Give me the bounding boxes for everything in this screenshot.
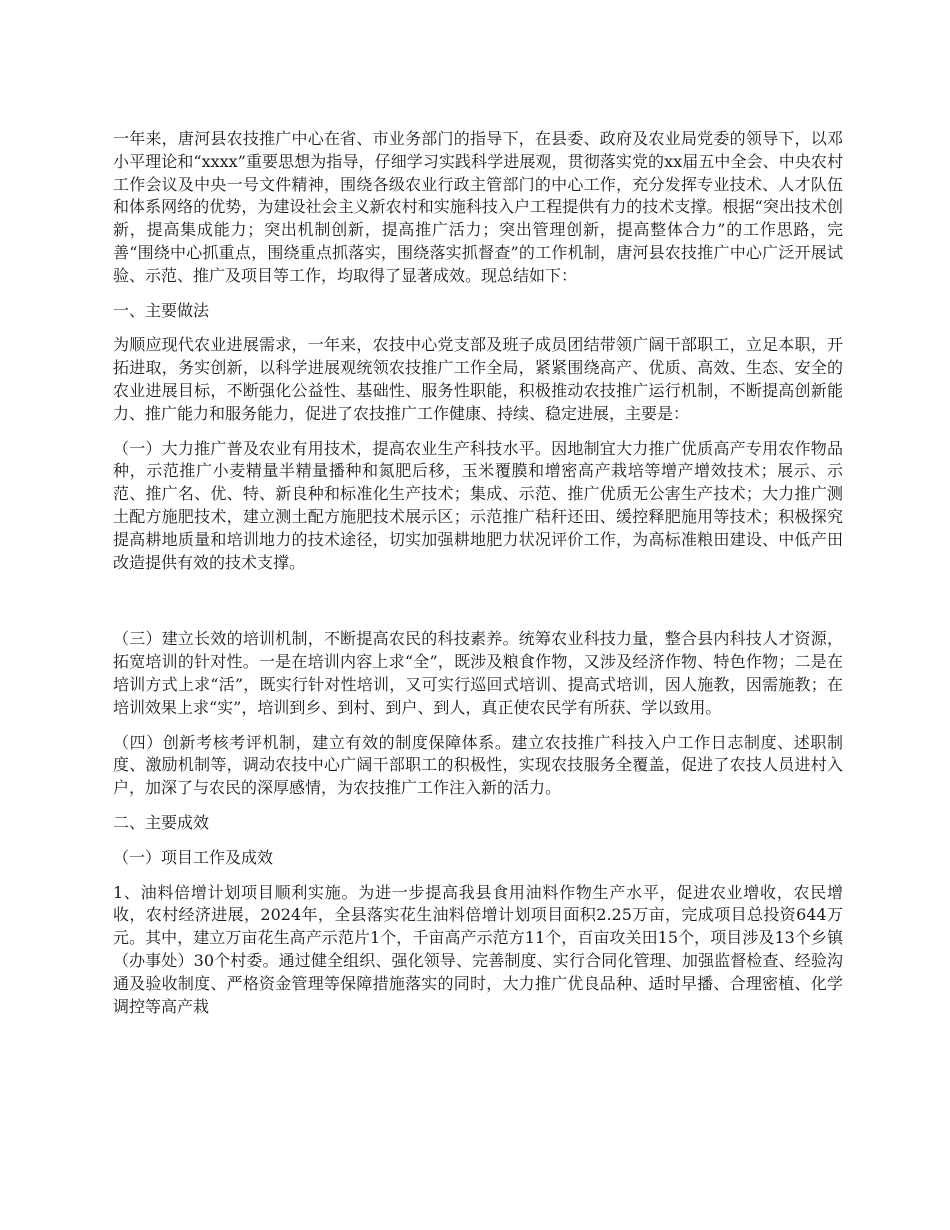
methods-item-4: （四）创新考核考评机制，建立有效的制度保障体系。建立农技推广科技入户工作日志制度、述职制度、激励机制等，调动农技中心广阔干部职工的积极性，实现农技服务全覆盖，促进了农技人员进村入户，加深了与农民的深厚感情，为农技推广工作注入新的活力。 bbox=[113, 732, 843, 798]
document-body bbox=[113, 128, 843, 1030]
intro-paragraph: 一年来，唐河县农技推广中心在省、市业务部门的指导下，在县委、政府及农业局党委的领导下，以邓小平理论和“xxxx”重要思想为指导，仔细学习实践科学进展观，贯彻落实党的xx届五中全会、中央农村工作会议及中央一号文件精神，围绕各级农业行政主管部门的中心工作，充分发挥专业技术、人才队伍和体系网络的优势，为建设社会主义新农村和实施科技入户工程提供有力的技术支撑。根据“突出技术创新，提高集成能力；突出机制创新，提高推广活力；突出管理创新，提高整体合力”的工作思路，完善“围绕中心抓重点，围绕重点抓落实，围绕落实抓督查”的工作机制，唐河县农技推广中心广泛开展试验、示范、推广及项目等工作，均取得了显著成效。现总结如下： bbox=[113, 129, 843, 285]
section-heading-main-results: 二、主要成效 bbox=[113, 812, 210, 832]
methods-paragraph: 为顺应现代农业进展需求，一年来，农技中心党支部及班子成员团结带领广阔干部职工，立足本职，开拓进取，务实创新，以科学进展观统领农技推广工作全局，紧紧围绕高产、优质、高效、生态、安全的农业进展目标，不断强化公益性、基础性、服务性职能，积极推动农技推广运行机制，不断提高创新能力、推广能力和服务能力，促进了农技推广工作健康、持续、稳定进展，主要是： bbox=[113, 335, 843, 423]
methods-item-3: （三）建立长效的培训机制，不断提高农民的科技素养。统筹农业科技力量，整合县内科技人才资源，拓宽培训的针对性。一是在培训内容上求“全”，既涉及粮食作物，又涉及经济作物、特色作物；二是在培训方式上求“活”，既实行针对性培训，又可实行巡回式培训、提高式培训，因人施教，因需施教；在培训效果上求“实”，培训到乡、到村、到户、到人，真正使农民学有所获、学以致用。 bbox=[113, 629, 843, 717]
methods-item-1: （一）大力推广普及农业有用技术，提高农业生产科技水平。因地制宜大力推广优质高产专用农作物品种，示范推广小麦精量半精量播种和氮肥后移，玉米覆膜和增密高产栽培等增产增效技术；展示、示范、推广名、优、特、新良种和标准化生产技术；集成、示范、推广优质无公害生产技术；大力推广测土配方施肥技术，建立测土配方施肥技术展示区；示范推广秸秆还田、缓控释肥施用等技术；积极探究提高耕地质量和培训地力的技术途径，切实加强耕地肥力状况评价工作，为高标准粮田建设、中低产田改造提供有效的技术支撑。 bbox=[113, 438, 843, 572]
results-item-1: 1、油料倍增计划项目顺利实施。为进一步提高我县食用油料作物生产水平，促进农业增收，农民增收，农村经济进展，2024年，全县落实花生油料倍增计划项目面积2.25万亩，完成项目总投资644万元。其中，建立万亩花生高产示范片1个，千亩高产示范方11个，百亩攻关田15个，项目涉及13个乡镇（办事处）30个村委。通过健全组织、强化领导、完善制度、实行合同化管理、加强监督检查、经验沟通及验收制度、严格资金管理等保障措施落实的同时，大力推广优良品种、适时早播、合理密植、化学调控等高产栽 bbox=[113, 882, 843, 1016]
blank-gap bbox=[113, 586, 843, 628]
section-heading-main-methods: 一、主要做法 bbox=[113, 300, 210, 320]
subsection-heading-projects: （一）项目工作及成效 bbox=[113, 847, 274, 867]
